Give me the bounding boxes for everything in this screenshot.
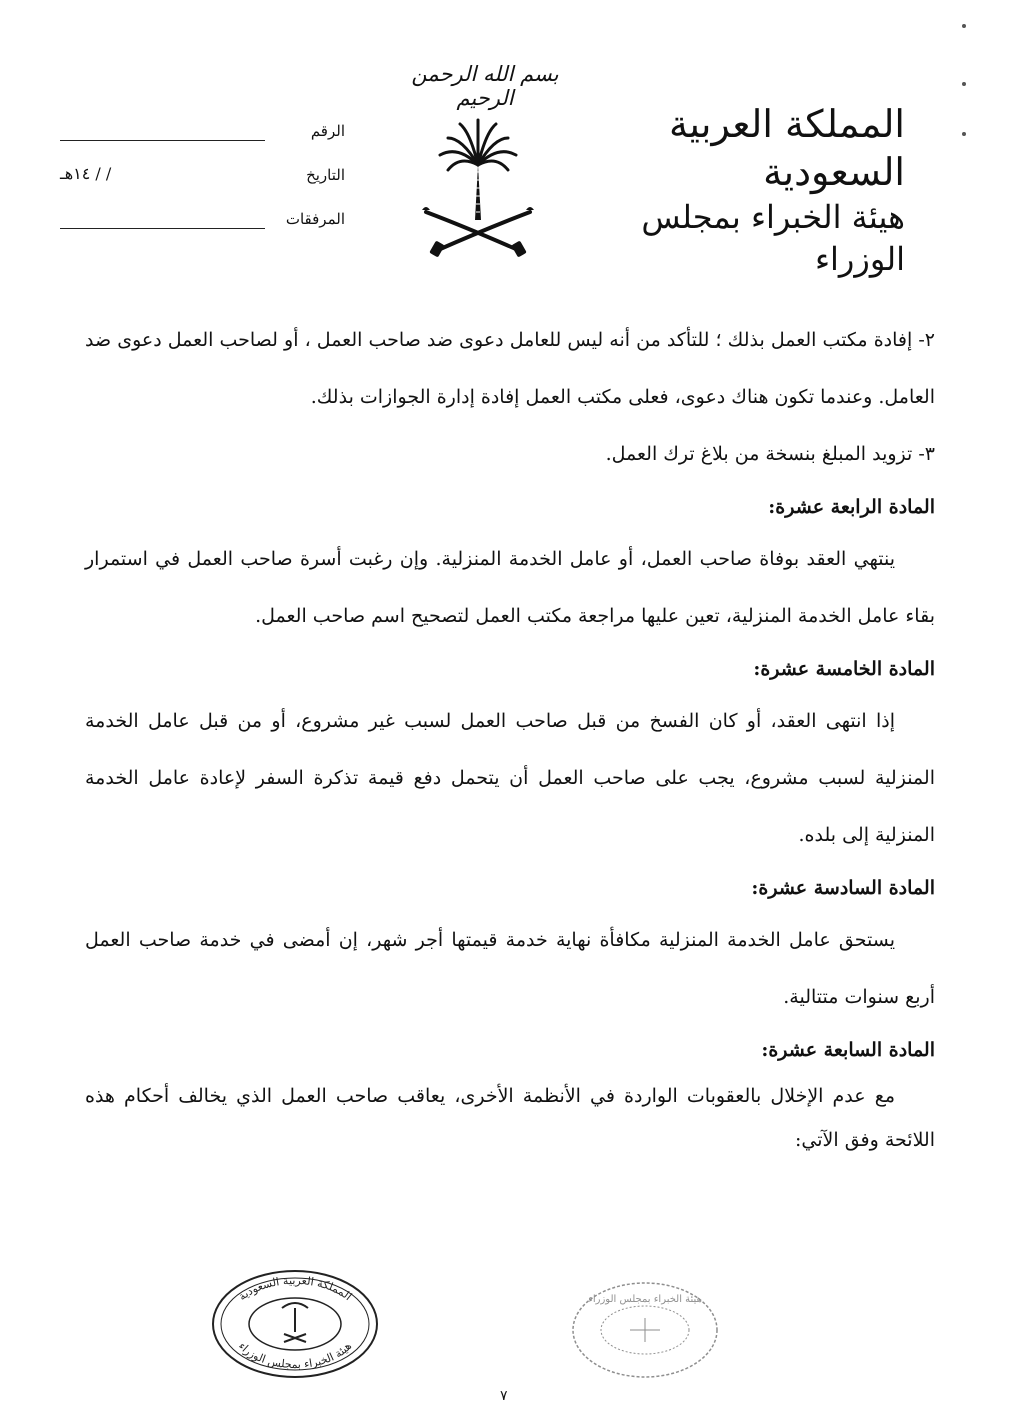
attachments-row <box>60 206 345 250</box>
article-17-text: مع عدم الإخلال بالعقوبات الواردة في الأنظمة الأخرى، يعاقب صاحب العمل الذي يخالف أحكام هذه اللائحة وفق الآتي: <box>85 1085 935 1151</box>
department-name: هيئة الخبراء بمجلس الوزراء <box>641 198 905 278</box>
page-number: ٧ <box>500 1388 508 1404</box>
date-row <box>60 162 345 206</box>
reference-row <box>60 118 345 162</box>
list-item-2: ٢- إفادة مكتب العمل بذلك ؛ للتأكد من أنه ليس للعامل دعوى ضد صاحب العمل ، أو لصاحب العمل دعوى ضد العامل. وعندما تكون هناك دعوى، فعلى مكتب العمل إفادة إدارة الجوازات بذلك. <box>85 329 936 408</box>
attachments-label: المرفقات <box>285 210 345 228</box>
date-value: / / ١٤هـ <box>60 164 112 183</box>
letterhead-organization <box>585 100 905 280</box>
article-14-heading: المادة الرابعة عشرة: <box>768 496 935 518</box>
faint-seal-stamp <box>570 1280 720 1380</box>
seal-top-text: المملكة العربية السعودية <box>235 1273 355 1304</box>
official-seal-stamp <box>210 1268 380 1380</box>
article-17-heading: المادة السابعة عشرة: <box>761 1039 935 1061</box>
date-label: التاريخ <box>306 166 345 184</box>
article-16-text: يستحق عامل الخدمة المنزلية مكافأة نهاية خدمة قيمتها أجر شهر، إن أمضى في خدمة صاحب العمل أربع سنوات متتالية. <box>85 929 935 1008</box>
scan-speck <box>962 24 966 28</box>
attachments-line <box>60 228 265 229</box>
faint-seal-text: هيئة الخبراء بمجلس الوزراء <box>588 1294 702 1305</box>
reference-line <box>60 140 265 141</box>
country-name: المملكة العربية السعودية <box>669 102 905 194</box>
seal-bottom-text: هيئة الخبراء بمجلس الوزراء <box>235 1339 355 1372</box>
article-14-text: ينتهي العقد بوفاة صاحب العمل، أو عامل الخدمة المنزلية. وإن رغبت أسرة صاحب العمل في استمرار بقاء عامل الخدمة المنزلية، تعين عليها مراجعة مكتب العمل لتصحيح اسم صاحب العمل. <box>85 548 935 627</box>
document-body <box>85 312 935 1162</box>
scan-speck <box>962 82 966 86</box>
article-16-heading: المادة السادسة عشرة: <box>751 877 935 899</box>
list-item-3: ٣- تزويد المبلغ بنسخة من بلاغ ترك العمل. <box>605 443 935 465</box>
saudi-emblem-icon <box>418 110 538 260</box>
reference-label: الرقم <box>310 122 345 140</box>
letter-meta <box>60 118 345 250</box>
basmala: بسم الله الرحمن الرحيم <box>411 62 559 110</box>
article-15-heading: المادة الخامسة عشرة: <box>753 658 935 680</box>
article-15-text: إذا انتهى العقد، أو كان الفسخ من قبل صاحب العمل لسبب غير مشروع، أو من قبل عامل الخدمة المنزلية لسبب مشروع، يجب على صاحب العمل أن يتحمل دفع قيمة تذكرة السفر لإعادة عامل الخدمة المنزلية إلى بلده. <box>85 710 935 846</box>
scan-speck <box>962 132 966 136</box>
